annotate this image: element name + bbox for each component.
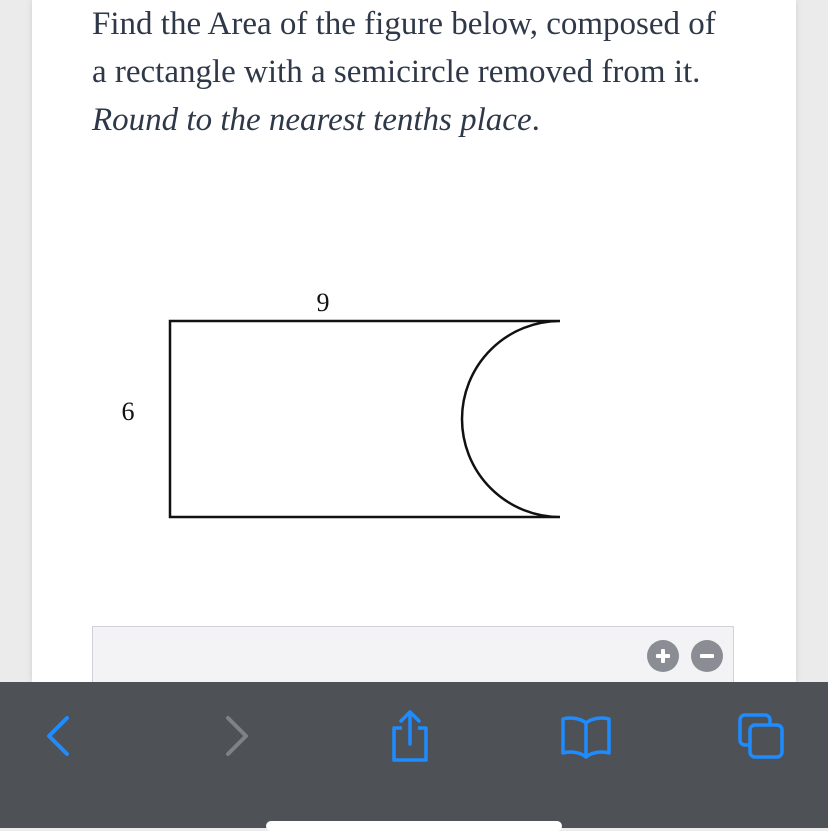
zoom-out-button[interactable] [691, 640, 723, 672]
zoom-in-button[interactable] [647, 640, 679, 672]
bookmarks-button[interactable] [551, 700, 621, 772]
share-icon [385, 708, 435, 764]
question-text [92, 0, 732, 144]
tabs-icon [736, 711, 786, 761]
forward-chevron-icon [216, 712, 256, 760]
composite-figure [100, 270, 580, 530]
top-side-label: 9 [316, 288, 330, 317]
left-side-label: 6 [121, 397, 135, 426]
tabs-button[interactable] [726, 700, 796, 772]
home-indicator [266, 821, 562, 831]
figure-outline [170, 321, 560, 517]
plus-circle-icon [654, 647, 672, 665]
bookmarks-icon [560, 713, 612, 759]
question-instruction: Round to the nearest tenths place [92, 102, 532, 138]
question-trailing: . [531, 102, 540, 138]
minus-circle-icon [698, 647, 716, 665]
back-button[interactable] [24, 700, 94, 772]
back-chevron-icon [39, 712, 79, 760]
question-lead: Find the Area of the figure below, composed of a rectangle with a semicircle removed from it. [92, 6, 716, 90]
share-button[interactable] [375, 700, 445, 772]
forward-button[interactable] [201, 700, 271, 772]
